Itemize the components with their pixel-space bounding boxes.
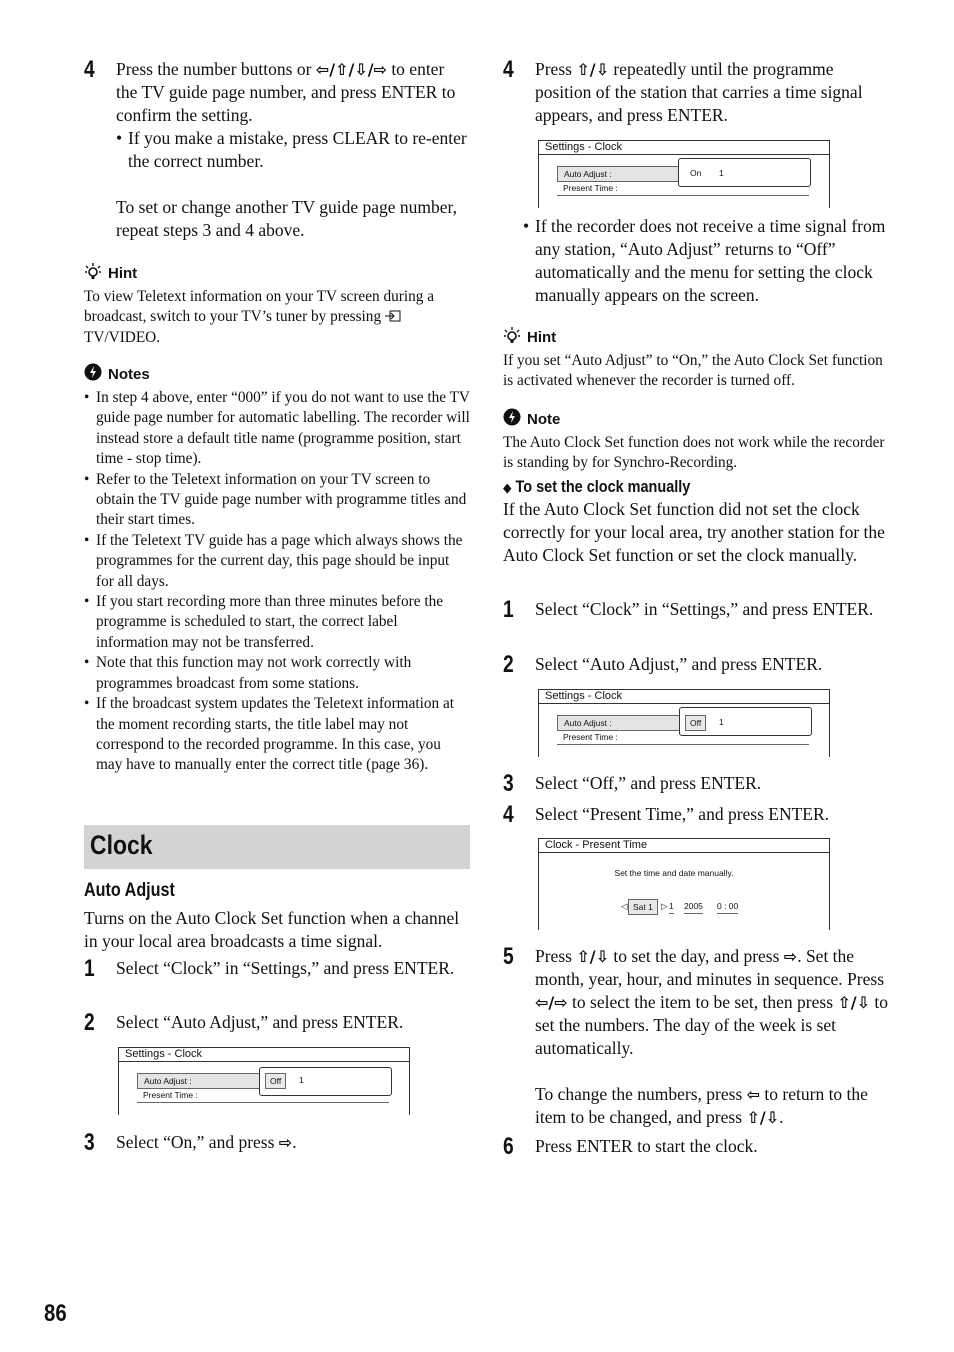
step-3-manual: [503, 772, 889, 795]
lightbulb-icon: [503, 326, 521, 349]
manual-heading: ◆ To set the clock manually: [503, 477, 691, 496]
present-time-row[interactable]: Present Time :: [137, 1088, 389, 1103]
step-6-manual: [503, 1135, 889, 1158]
step-extra-text: To set or change another TV guide page number, repeat steps 3 and 4 above.: [116, 197, 458, 240]
auto-adjust-intro: Turns on the Auto Clock Set function when a channel in your local area broadcasts a time signal.: [84, 908, 460, 951]
step-text: Select “Present Time,” and press ENTER.: [535, 804, 830, 824]
up-down-arrow-icon: ⇧/⇩: [746, 1108, 780, 1127]
step-text: repeatedly until the programme position of the station that carries a time signal appears, and press ENTER.: [535, 59, 863, 125]
step-number: 3: [84, 1129, 95, 1156]
step-number: 4: [84, 56, 95, 83]
step-text: Select “Auto Adjust,” and press ENTER.: [535, 654, 823, 674]
note-item: • If the Teletext TV guide has a page which always shows the programmes for the current day, this page should be input for all days.: [84, 531, 470, 592]
left-right-arrow-icon: ⇦/⇨: [535, 993, 568, 1012]
settings-clock-screen-off: [118, 1047, 410, 1115]
channel-value[interactable]: 1: [719, 168, 724, 178]
step-number: 3: [503, 770, 514, 797]
step-4-right: [503, 58, 889, 127]
step-text: Press: [535, 946, 572, 966]
bullet-item: • If you make a mistake, press CLEAR to re-enter the correct number.: [116, 127, 470, 173]
hint-text: TV/VIDEO.: [84, 329, 161, 347]
step-text: Press: [535, 59, 572, 79]
step-text: .: [779, 1107, 784, 1127]
instruction-text: Set the time and date manually.: [614, 868, 734, 878]
channel-value: 1: [719, 717, 724, 727]
manual-intro: If the Auto Clock Set function did not set the clock correctly for your local area, try another station for the Auto Clock Set function or set the clock manually.: [503, 499, 885, 565]
step-1-manual: [503, 598, 889, 621]
settings-clock-screen-on: [538, 140, 830, 208]
auto-adjust-row[interactable]: Auto Adjust :: [137, 1073, 277, 1089]
step-5-manual: [503, 945, 889, 1129]
page-number: 86: [44, 1300, 67, 1327]
step-2-manual: [503, 653, 889, 676]
note-item: • In step 4 above, enter “000” if you do not want to use the TV guide page number for automatic labelling. The recorder will instead store a default title name (programme position, start time - stop time).: [84, 388, 470, 470]
step-number: 2: [503, 651, 514, 678]
option-selected[interactable]: On: [690, 168, 702, 178]
input-select-icon: [385, 308, 401, 328]
step-text: to enter the TV guide page number, and press ENTER to confirm the setting.: [116, 59, 456, 125]
step-4-manual: [503, 803, 889, 826]
left-right-arrow-icon: ▷: [661, 901, 668, 911]
hint-title: Hint: [108, 264, 138, 282]
option-selected[interactable]: Off: [685, 715, 706, 731]
screen-tab: Clock - Present Time: [538, 838, 830, 852]
bullet-item: • If the recorder does not receive a time signal from any station, “Auto Adjust” returns to “Off” automatically and the menu for setting the clock manually appears on the screen.: [523, 215, 889, 307]
screen-tab: Settings - Clock: [538, 140, 830, 154]
step-text: To change the numbers, press: [535, 1084, 743, 1104]
step-text: Select “Off,” and press ENTER.: [535, 773, 762, 793]
step-text: Press ENTER to start the clock.: [535, 1136, 758, 1156]
hint-text: If you set “Auto Adjust” to “On,” the Auto Clock Set function is activated whenever the recorder is turned off.: [503, 352, 883, 390]
year-field[interactable]: 2005: [684, 899, 703, 914]
arrow-keys-icon: ⇦/⇧/⇩/⇨: [315, 60, 387, 79]
channel-value: 1: [299, 1075, 304, 1085]
note-item: • If the broadcast system updates the Teletext information at the moment recording starts, the title label may not correspond to the recorded programme. In this case, you may have to manually enter the correct title (page 36).: [84, 694, 470, 776]
step-number: 1: [503, 596, 514, 623]
section-title: Clock: [90, 830, 153, 860]
hint-text: To view Teletext information on your TV screen during a broadcast, switch to your TV’s tuner by pressing: [84, 288, 435, 326]
section-title-bar: [84, 825, 470, 869]
auto-adjust-row[interactable]: Auto Adjust :: [557, 715, 697, 731]
auto-adjust-heading: Auto Adjust: [84, 880, 175, 901]
step-2-auto-adjust: [84, 1011, 470, 1034]
step-text: to return to the item to be changed, and press: [535, 1084, 868, 1127]
step-text: Select “On,” and press: [116, 1132, 275, 1152]
note-item: • Note that this function may not work correctly with programmes broadcast from some stations.: [84, 653, 470, 694]
auto-adjust-row[interactable]: Auto Adjust :: [557, 166, 697, 182]
step-text-end: .: [292, 1132, 297, 1152]
lightbulb-icon: [84, 262, 102, 285]
step-number: 2: [84, 1009, 95, 1036]
notes-block: [84, 363, 470, 776]
up-down-arrow-icon: ⇧/⇩: [837, 993, 871, 1012]
step-text: to set the day, and press: [613, 946, 780, 966]
up-down-arrow-icon: ⇧/⇩: [576, 947, 609, 966]
hint-block: [84, 262, 470, 349]
note-item: • If you start recording more than three minutes before the programme is scheduled to start, the correct label information may not be transferred.: [84, 592, 470, 653]
step-3-auto-adjust: [84, 1131, 470, 1154]
notes-title: Notes: [108, 365, 150, 383]
present-time-row[interactable]: Present Time :: [557, 730, 809, 745]
step-text: Press the number buttons or: [116, 59, 312, 79]
day-field[interactable]: Sat 1: [628, 899, 658, 915]
option-selected[interactable]: Off: [265, 1073, 286, 1089]
step-number: 4: [503, 801, 514, 828]
step-1-auto-adjust: [84, 957, 470, 980]
step-text: Select “Clock” in “Settings,” and press ENTER.: [116, 958, 455, 978]
step-4-left: [84, 58, 470, 242]
settings-clock-screen-off-2: [538, 689, 830, 757]
notes-icon: [503, 408, 521, 431]
note-item: • Refer to the Teletext information on your TV screen to obtain the TV guide page number with programme titles and their start times.: [84, 470, 470, 531]
step-text: Select “Clock” in “Settings,” and press ENTER.: [535, 599, 874, 619]
time-field[interactable]: 0 : 00: [717, 899, 738, 914]
step-number: 6: [503, 1133, 514, 1160]
screen-tab: Settings - Clock: [538, 689, 830, 703]
step-number: 1: [84, 955, 95, 982]
step-number: 4: [503, 56, 514, 83]
step-number: 5: [503, 943, 514, 970]
hint-block-right: [503, 326, 889, 392]
note-title: Note: [527, 410, 561, 428]
step-text: to select the item to be set, then press: [572, 992, 834, 1012]
diamond-icon: ◆: [503, 480, 512, 495]
step-text: to set the numbers. The day of the week is set automatically.: [535, 992, 889, 1058]
month-field[interactable]: 1: [669, 899, 674, 914]
step-text: Select “Auto Adjust,” and press ENTER.: [116, 1012, 404, 1032]
note-text: The Auto Clock Set function does not work while the recorder is standing by for Synchro-Recording.: [503, 434, 885, 472]
up-down-arrow-icon: ⇧/⇩: [576, 60, 609, 79]
hint-title: Hint: [527, 328, 557, 346]
right-arrow-icon: ⇨: [278, 1133, 293, 1152]
right-arrow-icon: ⇨: [783, 947, 798, 966]
left-arrow-icon: ⇦: [746, 1085, 761, 1104]
screen-tab: Settings - Clock: [118, 1047, 410, 1061]
clock-present-time-screen: [538, 838, 830, 930]
present-time-row[interactable]: Present Time :: [557, 181, 809, 196]
note-block-right: [503, 408, 889, 474]
notes-icon: [84, 363, 102, 386]
left-right-arrow-icon: ◁: [621, 901, 628, 911]
step-text: . Set the month, year, hour, and minutes in sequence. Press: [535, 946, 885, 989]
